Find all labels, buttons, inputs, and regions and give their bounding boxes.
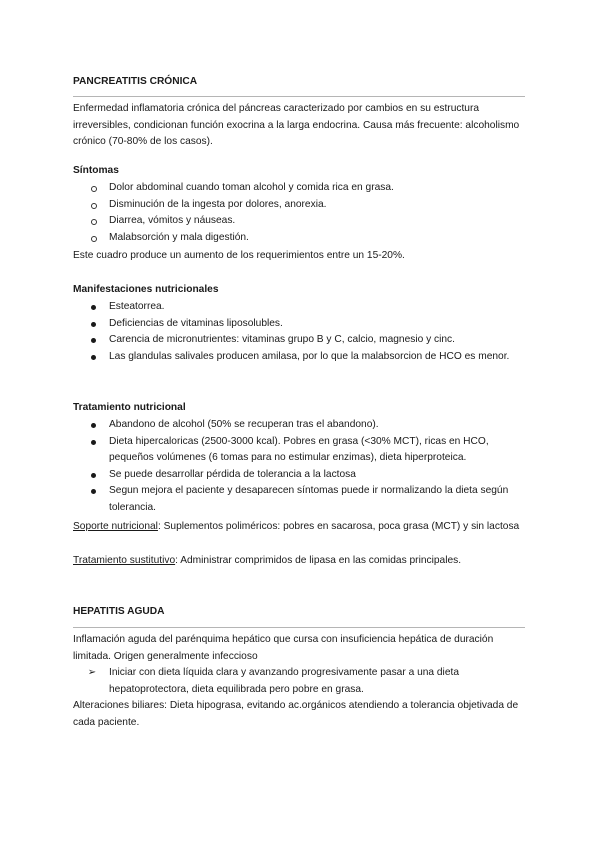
list-item: Las glandulas salivales producen amilasa, por lo que la malabsorcion de HCO es menor. xyxy=(109,350,510,362)
symptoms-heading: Síntomas xyxy=(73,165,119,176)
list-item: Carencia de micronutrientes: vitaminas grupo B y C, calcio, magnesio y cinc. xyxy=(109,334,455,345)
support-paragraph xyxy=(73,519,531,536)
arrow-bullet-icon: ➢ xyxy=(87,667,97,678)
list-item: Diarrea, vómitos y náuseas. xyxy=(109,215,236,226)
support-text: : Suplementos poliméricos: pobres en sacarosa, poca grasa (MCT) y sin lactosa xyxy=(157,521,520,532)
section-divider xyxy=(73,96,525,97)
hepatitis-list xyxy=(73,665,518,698)
treatment-list xyxy=(73,417,518,516)
hepatitis-intro: Inflamación aguda del parénquima hepático que cursa con insuficiencia hepática de duración limitada. Origen generalmente infeccioso xyxy=(73,634,494,662)
hepatitis-title: HEPATITIS AGUDA xyxy=(73,606,165,617)
treatment-heading: Tratamiento nutricional xyxy=(73,402,186,413)
list-item: Dieta hipercaloricas (2500-3000 kcal). Pobres en grasa (<30% MCT), ricas en HCO, pequeños volúmenes (6 tomas para no estimular enzimas), dieta hiperproteica. xyxy=(109,435,489,463)
support-label: Soporte nutricional xyxy=(73,521,158,532)
pancreatitis-intro: Enfermedad inflamatoria crónica del páncreas caracterizado por cambios en su estructura irreversibles, condicionan función exocrina a la larga endocrina. Causa más frecuente: alcoholismo crónico (70-80% de los casos). xyxy=(73,103,520,147)
list-item: Disminución de la ingesta por dolores, anorexia. xyxy=(109,198,327,210)
symptoms-note: Este cuadro produce un aumento de los requerimientos entre un 15-20%. xyxy=(73,250,405,261)
list-item: Segun mejora el paciente y desaparecen síntomas puede ir normalizando la dieta según tolerancia. xyxy=(109,485,509,513)
symptoms-list xyxy=(73,180,531,246)
pancreatitis-title: PANCREATITIS CRÓNICA xyxy=(73,76,198,87)
list-item: Esteatorrea. xyxy=(109,301,165,312)
biliary-paragraph: Alteraciones biliares: Dieta hipograsa, evitando ac.orgánicos atendiendo a tolerancia objetivada de cada paciente. xyxy=(73,700,519,728)
list-item: ➢ Iniciar con dieta líquida clara y avanzando progresivamente pasar a una dieta hepatoprotectora, dieta equilibrada pero pobre en grasa. xyxy=(73,665,518,698)
substitutive-text: : Administrar comprimidos de lipasa en las comidas principales. xyxy=(175,555,462,566)
section-divider xyxy=(73,627,525,628)
list-item: Dolor abdominal cuando toman alcohol y comida rica en grasa. xyxy=(109,182,394,193)
list-item: Se puede desarrollar pérdida de tolerancia a la lactosa xyxy=(109,468,356,480)
list-item: Deficiencias de vitaminas liposolubles. xyxy=(109,317,283,329)
substitutive-label: Tratamiento sustitutivo xyxy=(73,555,176,566)
list-item: Malabsorción y mala digestión. xyxy=(109,231,249,243)
list-item: Abandono de alcohol (50% se recuperan tras el abandono). xyxy=(109,419,379,430)
manifestations-heading: Manifestaciones nutricionales xyxy=(73,284,219,295)
manifestations-list xyxy=(73,299,513,365)
substitutive-paragraph xyxy=(73,553,531,570)
